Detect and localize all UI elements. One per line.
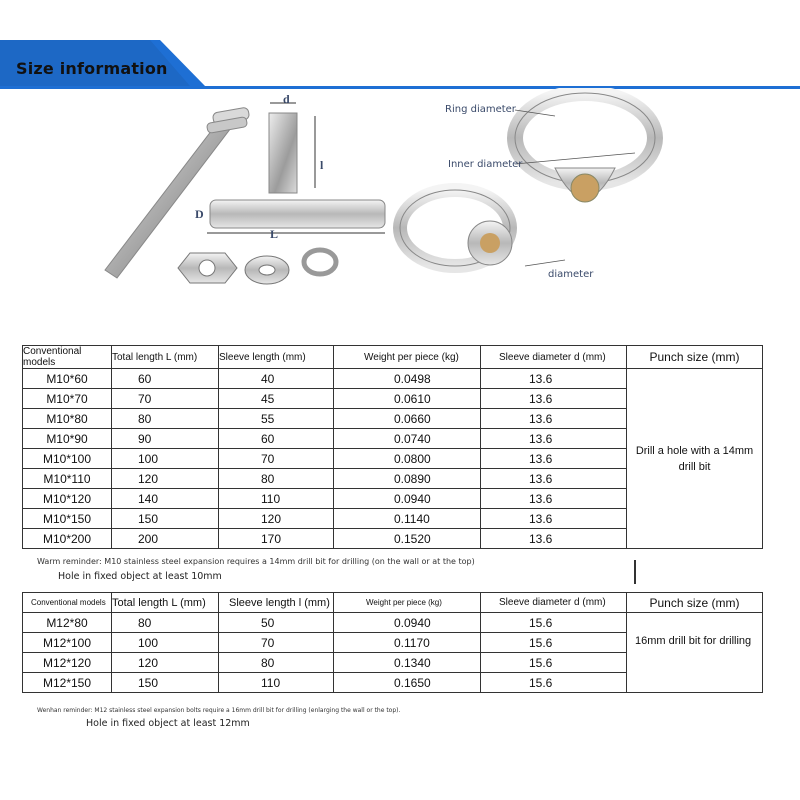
header-cell: Sleeve length l (mm): [219, 593, 334, 613]
header-cell: Punch size (mm): [627, 346, 763, 369]
value-cell: 110: [219, 489, 334, 509]
product-photo: [95, 88, 800, 310]
dim-D-label: D: [195, 207, 204, 221]
value-cell: 0.0740: [334, 429, 481, 449]
model-cell: M10*110: [23, 469, 112, 489]
divider: [634, 560, 636, 584]
value-cell: 50: [219, 613, 334, 633]
value-cell: 120: [112, 469, 219, 489]
value-cell: 70: [112, 389, 219, 409]
eye-nut-large: [515, 93, 655, 202]
value-cell: 120: [112, 653, 219, 673]
value-cell: 0.0498: [334, 369, 481, 389]
header-cell: Sleeve diameter d (mm): [481, 346, 627, 369]
value-cell: 55: [219, 409, 334, 429]
header-cell: Sleeve diameter d (mm): [481, 593, 627, 613]
m10-warm-reminder: Warm reminder: M10 stainless steel expansion requires a 14mm drill bit for drilling (on the wall or at the top): [37, 557, 475, 566]
m10-spec-table: [22, 345, 763, 549]
value-cell: 70: [219, 633, 334, 653]
header-cell: Weight per piece (kg): [334, 593, 481, 613]
nut-and-washers: [178, 250, 336, 284]
dim-l-label: l: [320, 158, 324, 172]
value-cell: 0.0940: [334, 613, 481, 633]
value-cell: 90: [112, 429, 219, 449]
value-cell: 13.6: [481, 409, 627, 429]
value-cell: 80: [219, 653, 334, 673]
model-cell: M12*150: [23, 673, 112, 693]
model-cell: M10*90: [23, 429, 112, 449]
dim-d-label: d: [283, 92, 290, 106]
value-cell: 0.1170: [334, 633, 481, 653]
diameter-label: diameter: [548, 269, 594, 280]
table-row: [23, 369, 763, 389]
table-header-row: [23, 593, 763, 613]
model-cell: M10*60: [23, 369, 112, 389]
value-cell: 13.6: [481, 369, 627, 389]
ring-diameter-label: Ring diameter: [445, 104, 516, 115]
m12-warm-reminder: Wenhan reminder: M12 stainless steel expansion bolts require a 16mm drill bit for drilling (enlarging the wall or the top).: [37, 707, 401, 714]
value-cell: 100: [112, 633, 219, 653]
value-cell: 150: [112, 673, 219, 693]
header-cell: Weight per piece (kg): [334, 346, 481, 369]
value-cell: 0.0940: [334, 489, 481, 509]
value-cell: 0.0890: [334, 469, 481, 489]
eye-nut-small: [400, 190, 512, 266]
value-cell: 0.1520: [334, 529, 481, 549]
header-cell: Total length L (mm): [112, 593, 219, 613]
page-title: Size information: [16, 59, 168, 78]
value-cell: 15.6: [481, 673, 627, 693]
value-cell: 60: [112, 369, 219, 389]
value-cell: 80: [219, 469, 334, 489]
value-cell: 100: [112, 449, 219, 469]
table-header-row: [23, 346, 763, 369]
value-cell: 0.0660: [334, 409, 481, 429]
m12-spec-table: [22, 592, 763, 693]
value-cell: 15.6: [481, 633, 627, 653]
header-cell: Sleeve length (mm): [219, 346, 334, 369]
model-cell: M10*200: [23, 529, 112, 549]
header-cell: Total length L (mm): [112, 346, 219, 369]
value-cell: 80: [112, 613, 219, 633]
header-cell: Conventional models: [23, 346, 112, 369]
dim-L-label: L: [270, 227, 279, 241]
value-cell: 80: [112, 409, 219, 429]
value-cell: 13.6: [481, 509, 627, 529]
value-cell: 150: [112, 509, 219, 529]
model-cell: M10*120: [23, 489, 112, 509]
value-cell: 0.0800: [334, 449, 481, 469]
value-cell: 140: [112, 489, 219, 509]
value-cell: 45: [219, 389, 334, 409]
value-cell: 40: [219, 369, 334, 389]
m12-hole-note: Hole in fixed object at least 12mm: [86, 718, 250, 729]
model-cell: M12*120: [23, 653, 112, 673]
value-cell: 120: [219, 509, 334, 529]
value-cell: 0.1140: [334, 509, 481, 529]
value-cell: 13.6: [481, 389, 627, 409]
model-cell: M12*100: [23, 633, 112, 653]
inner-diameter-label: Inner diameter: [448, 159, 523, 170]
model-cell: M10*100: [23, 449, 112, 469]
punch-size-cell: 16mm drill bit for drilling: [627, 613, 763, 693]
expansion-bolt-assembly: [105, 107, 250, 278]
value-cell: 70: [219, 449, 334, 469]
model-cell: M10*150: [23, 509, 112, 529]
value-cell: 13.6: [481, 449, 627, 469]
m10-hole-note: Hole in fixed object at least 10mm: [58, 571, 222, 582]
header-cell: Conventional models: [23, 593, 112, 613]
value-cell: 170: [219, 529, 334, 549]
punch-size-cell: Drill a hole with a 14mm drill bit: [627, 369, 763, 549]
sleeve-part: [269, 103, 315, 193]
value-cell: 13.6: [481, 469, 627, 489]
header-cell: Punch size (mm): [627, 593, 763, 613]
value-cell: 13.6: [481, 529, 627, 549]
value-cell: 15.6: [481, 653, 627, 673]
table-row: [23, 613, 763, 633]
value-cell: 0.1650: [334, 673, 481, 693]
value-cell: 13.6: [481, 429, 627, 449]
value-cell: 13.6: [481, 489, 627, 509]
threaded-bolt: [207, 200, 385, 233]
model-cell: M10*70: [23, 389, 112, 409]
value-cell: 0.1340: [334, 653, 481, 673]
model-cell: M12*80: [23, 613, 112, 633]
value-cell: 110: [219, 673, 334, 693]
model-cell: M10*80: [23, 409, 112, 429]
value-cell: 0.0610: [334, 389, 481, 409]
value-cell: 200: [112, 529, 219, 549]
value-cell: 60: [219, 429, 334, 449]
value-cell: 15.6: [481, 613, 627, 633]
